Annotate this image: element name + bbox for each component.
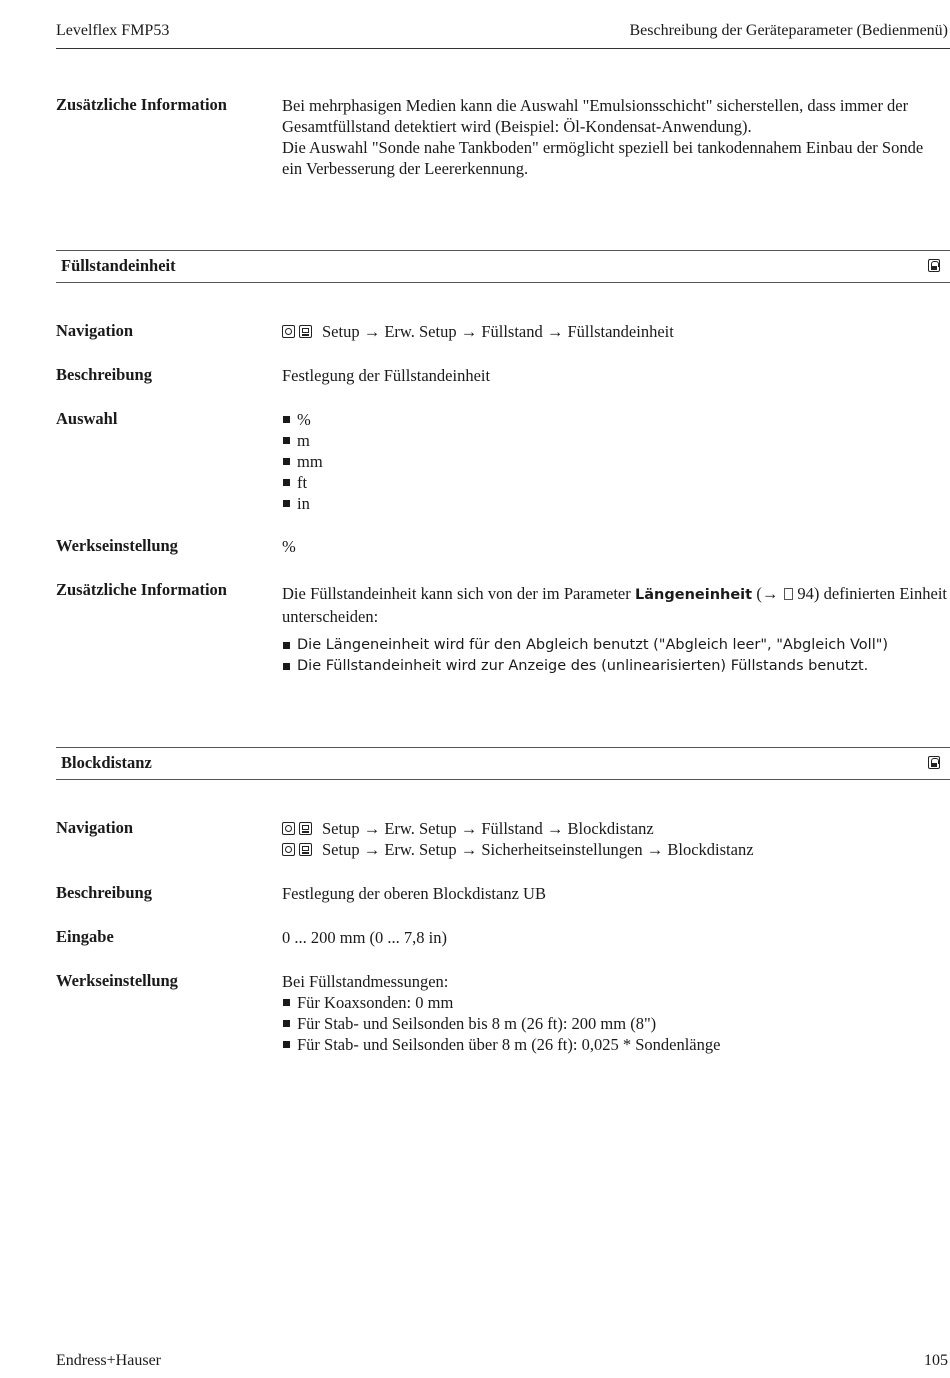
list-item: Die Füllstandeinheit wird zur Anzeige des (unlinearisierten) Füllstands benutzt. xyxy=(282,656,947,677)
description-label: Beschreibung xyxy=(56,883,152,902)
navigation-text: Setup → Erw. Setup → Füllstand → Füllstandeinheit xyxy=(322,322,674,341)
lock-icon xyxy=(928,259,940,272)
intro-info-text xyxy=(282,95,947,179)
section-title: Füllstandeinheit xyxy=(61,256,176,275)
page-reference-icon xyxy=(784,588,793,600)
navigation-paths xyxy=(282,818,947,860)
display-icon xyxy=(299,325,312,338)
lock-icon xyxy=(928,756,940,769)
input-label: Eingabe xyxy=(56,927,114,946)
list-item: Für Koaxsonden: 0 mm xyxy=(282,992,947,1013)
selection-label: Auswahl xyxy=(56,409,118,428)
operating-menu-icon xyxy=(282,843,295,856)
default-values xyxy=(282,971,947,1055)
description-text: Festlegung der oberen Blockdistanz UB xyxy=(282,884,546,903)
list-item: Für Stab- und Seilsonden über 8 m (26 ft): 0,025 * Sondenlänge xyxy=(282,1034,947,1055)
display-icon xyxy=(299,822,312,835)
page-number: 105 xyxy=(924,1352,948,1369)
ref-arrow: (→ xyxy=(756,584,779,603)
parameter-link[interactable]: Längeneinheit xyxy=(635,587,753,603)
section-blockdistanz-header xyxy=(56,747,950,780)
default-value: % xyxy=(282,537,296,556)
footer-brand: Endress+Hauser xyxy=(56,1352,161,1369)
navigation-label: Navigation xyxy=(56,818,134,837)
list-item: in xyxy=(282,493,947,514)
info-text xyxy=(282,583,947,677)
info-pre: Die Füllstandeinheit kann sich von der im Parameter xyxy=(282,584,631,603)
header-product: Levelflex FMP53 xyxy=(56,22,170,39)
description-text: Festlegung der Füllstandeinheit xyxy=(282,366,491,385)
ref-page[interactable]: 94) xyxy=(797,584,820,603)
info-label: Zusätzliche Information xyxy=(56,580,227,599)
default-intro: Bei Füllstandmessungen: xyxy=(282,972,449,991)
navigation-label: Navigation xyxy=(56,321,134,340)
navigation-text: Setup → Erw. Setup → Sicherheitseinstellungen → Blockdistanz xyxy=(322,840,754,859)
navigation-text: Setup → Erw. Setup → Füllstand → Blockdistanz xyxy=(322,819,654,838)
list-item: Für Stab- und Seilsonden bis 8 m (26 ft): 200 mm (8") xyxy=(282,1013,947,1034)
description-label: Beschreibung xyxy=(56,365,152,384)
section-title: Blockdistanz xyxy=(61,753,152,772)
section-fuellstandeinheit-header xyxy=(56,250,950,283)
selection-list xyxy=(282,409,947,514)
default-label: Werkseinstellung xyxy=(56,971,178,990)
list-item: Die Längeneinheit wird für den Abgleich benutzt ("Abgleich leer", "Abgleich Voll") xyxy=(282,635,947,656)
operating-menu-icon xyxy=(282,325,295,338)
input-range: 0 ... 200 mm (0 ... 7,8 in) xyxy=(282,928,447,947)
list-item: m xyxy=(282,430,947,451)
default-label: Werkseinstellung xyxy=(56,536,178,555)
list-item: % xyxy=(282,409,947,430)
header-chapter: Beschreibung der Geräteparameter (Bedienmenü) xyxy=(629,22,948,39)
header-rule xyxy=(56,48,950,49)
intro-info-label: Zusätzliche Information xyxy=(56,95,227,114)
list-item: ft xyxy=(282,472,947,493)
intro-info-line-2: Die Auswahl "Sonde nahe Tankboden" ermöglicht speziell bei tankodennahem Einbau der Sonde ein Verbesserung der Leererkennung. xyxy=(282,138,924,178)
info-post: definierten Einheit unterscheiden: xyxy=(282,584,948,626)
display-icon xyxy=(299,843,312,856)
operating-menu-icon xyxy=(282,822,295,835)
intro-info-line-1: Bei mehrphasigen Medien kann die Auswahl "Emulsionsschicht" sicherstellen, dass immer der Gesamtfüllstand detektiert wird (Beispiel: Öl-Kondensat-Anwendung). xyxy=(282,96,909,136)
list-item: mm xyxy=(282,451,947,472)
navigation-path xyxy=(282,321,947,342)
